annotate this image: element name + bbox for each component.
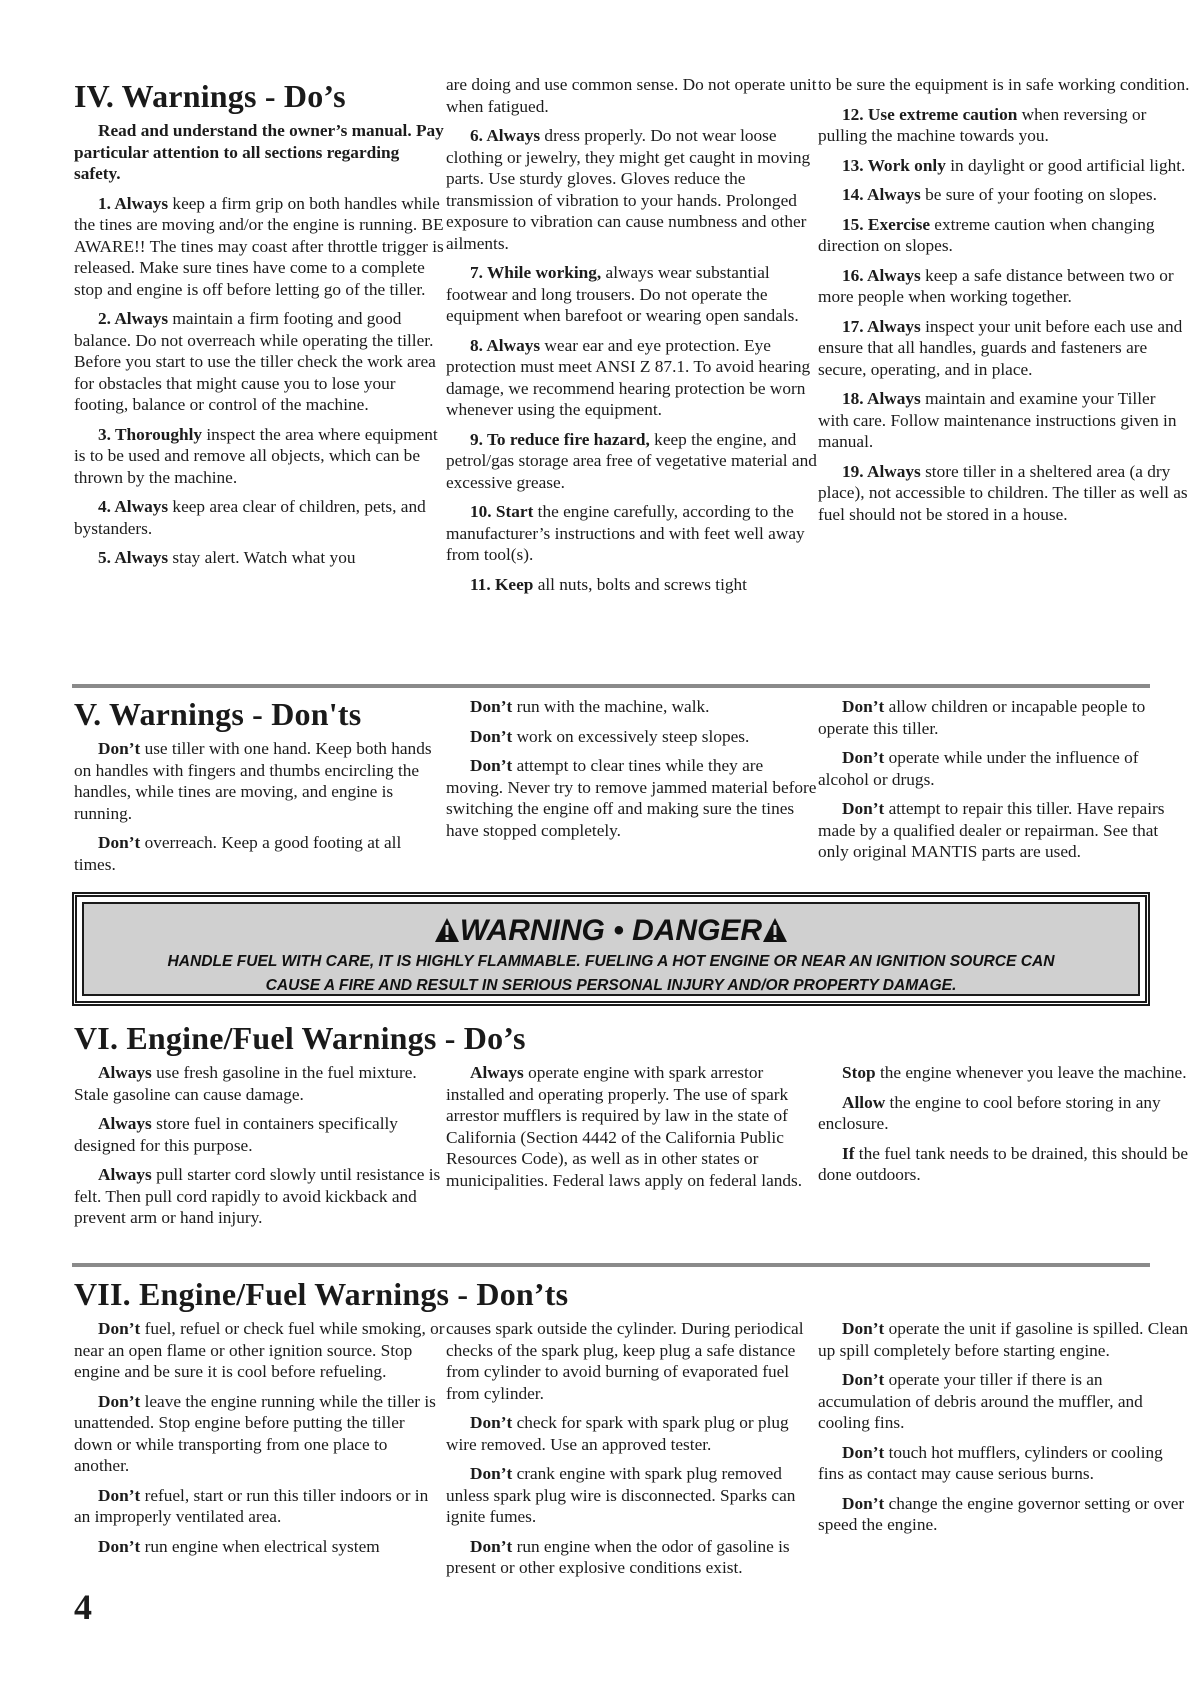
paragraph — [818, 388, 1190, 453]
section-divider — [72, 1263, 1150, 1267]
paragraph-lead: Always — [98, 1165, 152, 1184]
paragraph — [818, 104, 1190, 147]
paragraph-text: the engine to cool before storing in any enclosure. — [818, 1092, 1161, 1133]
paragraph — [446, 696, 818, 718]
paragraph-text: operate the unit if gasoline is spilled. Clean up spill completely before starting engine. — [818, 1319, 1189, 1360]
paragraph-lead: 2. Always — [98, 309, 169, 328]
paragraph — [74, 1318, 446, 1383]
paragraph-text: maintain a firm footing and good balance. Do not overreach while operating the tiller. Before you start to use the tiller check the work area for obstacles that might cause you to lose your footing, balance or control of the machine. — [74, 309, 436, 414]
paragraph — [74, 738, 446, 824]
paragraph-lead: Don’t — [98, 1485, 141, 1505]
paragraph-text: keep a safe distance between two or more people when working together. — [818, 265, 1174, 306]
paragraph — [74, 1391, 446, 1477]
paragraph — [446, 755, 818, 841]
paragraph-text: store fuel in containers specifically designed for this purpose. — [74, 1114, 398, 1155]
paragraph-lead: 18. Always — [842, 389, 921, 408]
paragraph-lead: 15. Exercise — [842, 214, 930, 234]
paragraph — [818, 214, 1190, 257]
paragraph — [818, 1092, 1190, 1135]
paragraph-lead: Don’t — [98, 1391, 141, 1411]
paragraph-text: operate while under the influence of alcohol or drugs. — [818, 748, 1139, 789]
paragraph-text: extreme caution when changing direction on slopes. — [818, 214, 1155, 255]
section-warnings-dos — [74, 74, 1190, 603]
section5-title: V. Warnings - Don'ts — [74, 696, 362, 732]
section5-col3 — [818, 696, 1190, 883]
paragraph-lead: 9. To reduce fire hazard, — [470, 429, 650, 449]
paragraph-lead: 17. Always — [842, 316, 921, 336]
paragraph-text: run with the machine, walk. — [512, 697, 710, 716]
paragraph — [818, 316, 1190, 381]
paragraph — [446, 125, 818, 254]
section7-col1 — [74, 1318, 446, 1587]
paragraph-text: wear ear and eye protection. Eye protection must meet ANSI Z 87.1. To avoid hearing damage, we recommend hearing protection be worn whenever using the equipment. — [446, 335, 811, 419]
paragraph — [446, 262, 818, 327]
paragraph-text: touch hot mufflers, cylinders or cooling fins as contact may cause serious burns. — [818, 1442, 1163, 1483]
paragraph-lead: Don’t — [470, 756, 513, 775]
paragraph — [74, 1164, 446, 1229]
paragraph — [74, 424, 446, 489]
paragraph-lead: Don’t — [98, 1536, 141, 1556]
section6-col3 — [818, 1062, 1190, 1237]
paragraph-lead: 14. Always — [842, 185, 921, 204]
paragraph-lead: Don’t — [842, 1370, 885, 1389]
paragraph-text: run engine when the odor of gasoline is present or other explosive conditions exist. — [446, 1536, 790, 1577]
paragraph-text: operate engine with spark arrestor installed and operating properly. The use of spark arrestor mufflers is required by law in the state of California (Section 4442 of the California Public Resources Code), as well as in other states or municipalities. Federal laws apply on federal lands. — [446, 1063, 803, 1190]
paragraph-lead: Always — [470, 1063, 524, 1082]
paragraph-text: all nuts, bolts and screws tight — [533, 574, 747, 594]
paragraph-text: the engine carefully, according to the manufacturer’s instructions and with feet well away from tool(s). — [446, 502, 805, 564]
section-engine-fuel-dos — [74, 1020, 1189, 1237]
paragraph — [818, 1493, 1190, 1536]
paragraph-text: attempt to repair this tiller. Have repairs made by a qualified dealer or repairman. See that only original MANTIS parts are used. — [818, 799, 1165, 861]
section7-title: VII. Engine/Fuel Warnings - Don’ts — [74, 1276, 569, 1312]
section7-col2-lead: causes spark outside the cylinder. During periodical checks of the spark plug, keep plug a safe distance from cylinder to avoid burning of evaporated fuel from cylinder. — [446, 1319, 804, 1403]
paragraph-lead: 8. Always — [470, 335, 541, 355]
paragraph-lead: 6. Always — [470, 126, 541, 145]
paragraph-lead: Don’t — [842, 748, 885, 767]
section-engine-fuel-donts — [74, 1276, 1189, 1587]
paragraph-lead: Don’t — [470, 726, 513, 746]
paragraph-lead: Always — [98, 1114, 152, 1133]
paragraph-lead: Don’t — [842, 1319, 885, 1338]
section-warnings-donts — [74, 696, 1165, 883]
paragraph-text: fuel, refuel or check fuel while smoking, or near an open flame or other ignition source. Stop engine and be sure it is cool before refueling. — [74, 1319, 445, 1381]
paragraph — [446, 726, 818, 748]
paragraph-text: run engine when electrical system — [140, 1536, 380, 1556]
section4-title: IV. Warnings - Do’s — [74, 78, 346, 114]
paragraph — [818, 461, 1190, 526]
paragraph-lead: Stop — [842, 1063, 876, 1082]
warning-line-1: HANDLE FUEL WITH CARE, IT IS HIGHLY FLAMMABLE. FUELING A HOT ENGINE OR NEAR AN IGNITION SOURCE CAN — [167, 953, 1055, 970]
paragraph-lead: 12. Use extreme caution — [842, 104, 1018, 124]
paragraph-lead: 3. Thoroughly — [98, 424, 203, 444]
paragraph-text: leave the engine running while the tiller is unattended. Stop engine before putting the tiller down or while transporting from one place to another. — [74, 1391, 436, 1475]
section6-title: VI. Engine/Fuel Warnings - Do’s — [74, 1020, 526, 1056]
section4-col3-lead: to be sure the equipment is in safe working condition. — [818, 75, 1190, 94]
paragraph-text: attempt to clear tines while they are moving. Never try to remove jammed material before switching the engine off and making sure the tines have stopped completely. — [446, 756, 817, 840]
paragraph — [74, 1062, 446, 1105]
warning-danger-box — [72, 892, 1150, 1006]
paragraph — [818, 1442, 1190, 1485]
paragraph-lead: Don’t — [842, 1442, 885, 1462]
paragraph-lead: 4. Always — [98, 497, 169, 516]
paragraph-text: pull starter cord slowly until resistance is felt. Then pull cord rapidly to avoid kickback and prevent arm or hand injury. — [74, 1165, 441, 1227]
paragraph-lead: 11. Keep — [470, 574, 534, 594]
paragraph-text: dress properly. Do not wear loose clothing or jewelry, they might get caught in moving parts. Use sturdy gloves. Gloves reduce the transmission of vibration to your hands. Prolonged exposure to vibration can cause numbness and other ailments. — [446, 126, 811, 253]
warning-title: WARNING • DANGER — [459, 914, 763, 947]
paragraph — [74, 832, 446, 875]
paragraph-lead: 10. Start — [470, 502, 534, 521]
paragraph-text: crank engine with spark plug removed unless spark plug wire is disconnected. Sparks can ignite fumes. — [446, 1464, 796, 1526]
paragraph-lead: Don’t — [470, 1464, 513, 1483]
paragraph-lead: 13. Work only — [842, 155, 946, 175]
paragraph — [818, 184, 1190, 206]
section-divider — [72, 684, 1150, 688]
paragraph — [818, 798, 1190, 863]
section4-col1 — [74, 74, 446, 603]
section4-col2-lead: are doing and use common sense. Do not operate unit when fatigued. — [446, 75, 817, 116]
section4-intro: Read and understand the owner’s manual. Pay particular attention to all sections regarding safety. — [74, 121, 444, 183]
paragraph-text: the engine whenever you leave the machine. — [875, 1063, 1187, 1082]
paragraph — [818, 696, 1190, 739]
paragraph-text: maintain and examine your Tiller with care. Follow maintenance instructions given in manual. — [818, 389, 1177, 451]
paragraph-lead: 1. Always — [98, 193, 169, 213]
section4-col2 — [446, 74, 818, 603]
paragraph-lead: Don’t — [98, 1319, 141, 1338]
paragraph-text: inspect your unit before each use and ensure that all handles, guards and fasteners are secure, operating, and in place. — [818, 316, 1183, 379]
paragraph-lead: Don’t — [842, 799, 885, 818]
paragraph — [74, 496, 446, 539]
warning-title-row — [84, 904, 1138, 948]
paragraph — [818, 747, 1190, 790]
paragraph-text: refuel, start or run this tiller indoors or in an improperly ventilated area. — [74, 1485, 429, 1526]
section7-col2 — [446, 1318, 818, 1587]
paragraph — [446, 574, 818, 596]
paragraph-lead: Don’t — [842, 1493, 885, 1513]
paragraph — [446, 1062, 818, 1191]
paragraph — [446, 501, 818, 566]
paragraph-text: inspect the area where equipment is to be used and remove all objects, which can be thrown by the machine. — [74, 424, 438, 487]
paragraph-lead: Don’t — [470, 1413, 513, 1432]
paragraph-text: keep area clear of children, pets, and bystanders. — [74, 497, 426, 538]
paragraph — [818, 155, 1190, 177]
paragraph — [818, 1318, 1190, 1361]
paragraph-text: store tiller in a sheltered area (a dry place), not accessible to children. The tiller as well as fuel should not be stored in a house. — [818, 461, 1188, 524]
warning-triangle-icon — [434, 917, 460, 943]
paragraph-lead: Always — [98, 1063, 152, 1082]
section5-col2 — [446, 696, 818, 883]
section5-col1 — [74, 696, 446, 883]
page-number: 4 — [74, 1587, 92, 1627]
section6-col1 — [74, 1062, 446, 1237]
paragraph — [446, 1463, 818, 1528]
section4-col3 — [818, 74, 1190, 603]
paragraph — [74, 308, 446, 416]
paragraph-text: be sure of your footing on slopes. — [920, 185, 1157, 204]
warning-line-2: CAUSE A FIRE AND RESULT IN SERIOUS PERSONAL INJURY AND/OR PROPERTY DAMAGE. — [265, 977, 957, 994]
paragraph — [74, 1485, 446, 1528]
paragraph-lead: 19. Always — [842, 461, 921, 481]
paragraph-text: work on excessively steep slopes. — [512, 726, 750, 746]
paragraph-lead: 16. Always — [842, 265, 921, 285]
paragraph-lead: Don’t — [470, 697, 513, 716]
paragraph — [818, 1369, 1190, 1434]
paragraph — [446, 1536, 818, 1579]
paragraph-text: keep a firm grip on both handles while the tines are moving and/or the engine is running. BE AWARE!! The tines may coast after throttle trigger is released. Make sure tines have come to a complete stop and engine is off before letting go of the tiller. — [74, 193, 444, 299]
paragraph — [818, 1062, 1190, 1084]
paragraph-lead: Don’t — [470, 1536, 513, 1556]
paragraph — [74, 1113, 446, 1156]
paragraph-lead: Don’t — [98, 833, 141, 852]
paragraph — [446, 335, 818, 421]
paragraph-text: overreach. Keep a good footing at all times. — [74, 833, 402, 874]
paragraph-text: keep the engine, and petrol/gas storage area free of vegetative material and excessive grease. — [446, 429, 817, 492]
paragraph-text: allow children or incapable people to operate this tiller. — [818, 697, 1146, 738]
paragraph-text: when reversing or pulling the machine towards you. — [818, 104, 1147, 145]
paragraph-lead: 5. Always — [98, 548, 169, 567]
paragraph — [446, 1412, 818, 1455]
paragraph-text: in daylight or good artificial light. — [945, 155, 1186, 175]
section7-col3 — [818, 1318, 1190, 1587]
warning-triangle-icon — [762, 917, 788, 943]
section6-col2 — [446, 1062, 818, 1237]
paragraph — [818, 1143, 1190, 1186]
paragraph — [74, 1536, 446, 1558]
paragraph-text: the fuel tank needs to be drained, this should be done outdoors. — [818, 1143, 1189, 1184]
paragraph — [74, 547, 446, 569]
paragraph-text: use fresh gasoline in the fuel mixture. Stale gasoline can cause damage. — [74, 1063, 417, 1104]
paragraph-text: use tiller with one hand. Keep both hands on handles with fingers and thumbs encircling the handles, while tines are moving, and engine is running. — [74, 739, 432, 823]
paragraph-text: stay alert. Watch what you — [168, 548, 356, 567]
paragraph — [446, 429, 818, 494]
paragraph-lead: Allow — [842, 1092, 886, 1112]
paragraph — [818, 265, 1190, 308]
paragraph — [74, 193, 446, 301]
paragraph-lead: 7. While working, — [470, 263, 602, 282]
paragraph-text: change the engine governor setting or over speed the engine. — [818, 1493, 1185, 1534]
paragraph-lead: Don’t — [98, 739, 141, 758]
paragraph-text: check for spark with spark plug or plug wire removed. Use an approved tester. — [446, 1413, 789, 1454]
paragraph-text: always wear substantial footwear and long trousers. Do not operate the equipment when barefoot or wearing open sandals. — [446, 263, 799, 325]
paragraph-lead: Don’t — [842, 697, 885, 716]
paragraph-text: operate your tiller if there is an accumulation of debris around the muffler, and cooling fins. — [818, 1370, 1143, 1432]
paragraph-lead: If — [842, 1143, 855, 1163]
